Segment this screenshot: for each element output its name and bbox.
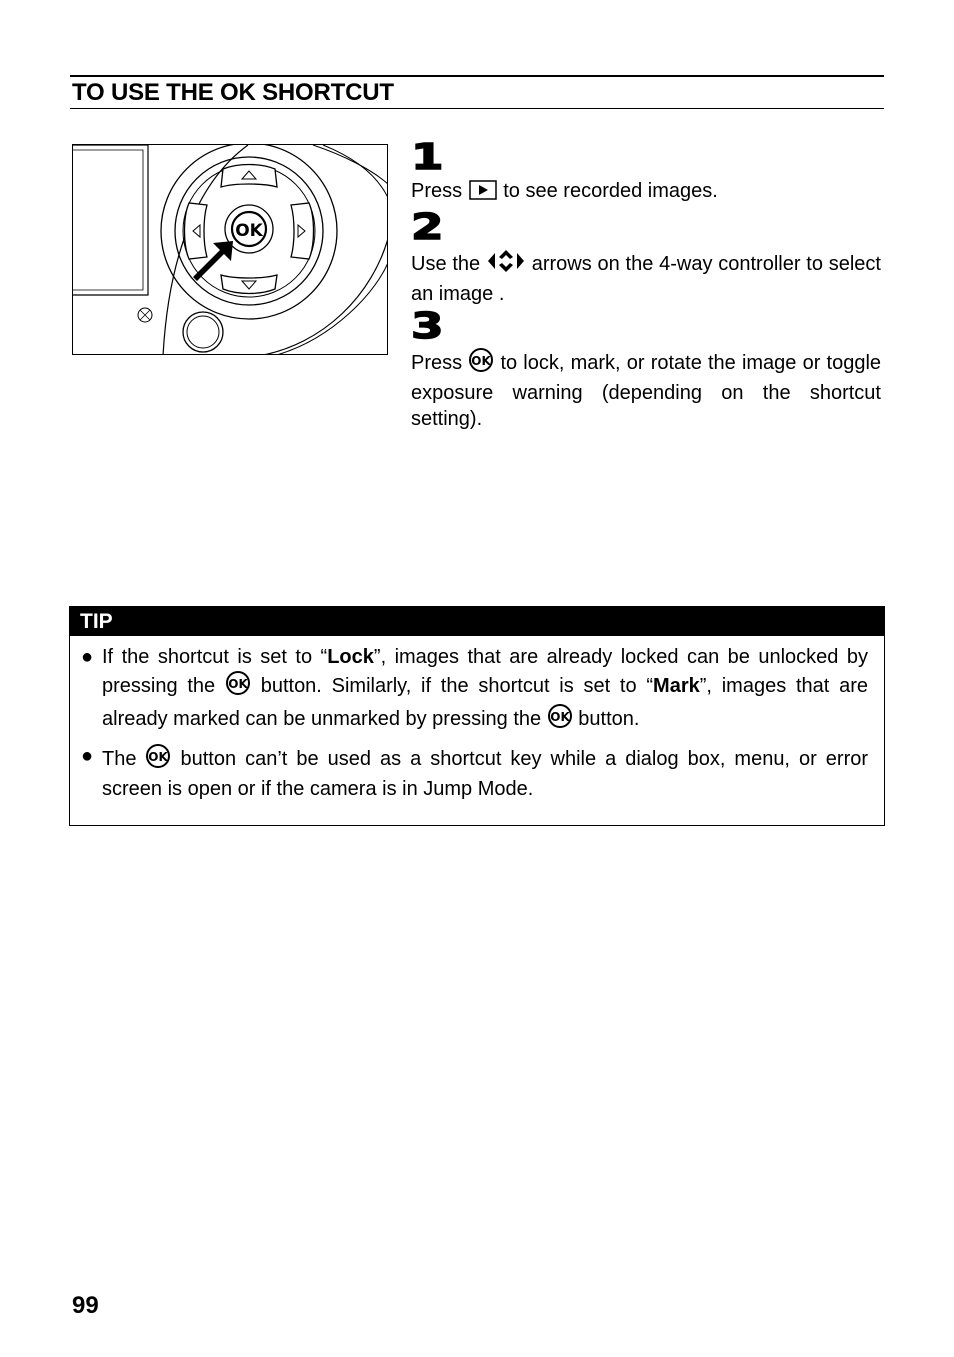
lock-term: Lock: [327, 646, 374, 668]
step-3: [411, 306, 882, 432]
step-number: 1: [411, 137, 444, 178]
camera-controller-illustration: [72, 144, 388, 355]
svg-text:OK: OK: [549, 710, 570, 724]
tip-header: TIP: [70, 607, 884, 636]
step-text: Use the arrows on the 4-way controller to select an image .: [411, 248, 881, 307]
svg-text:OK: OK: [228, 677, 248, 691]
step-2: [411, 207, 881, 307]
ok-label: OK: [235, 221, 263, 241]
play-button-icon: [468, 179, 498, 208]
svg-text:OK: OK: [148, 750, 169, 764]
svg-text:OK: OK: [471, 354, 492, 368]
step-number: 3: [411, 306, 444, 347]
tip-item-2: ● The OK button can’t be used as a shortcut key while a dialog box, menu, or error screen is open or if the camera is in Jump Mode.: [81, 745, 869, 800]
ok-button-icon: [225, 670, 251, 703]
tip-box: [69, 606, 885, 826]
step-text: Press OK to lock, mark, or rotate the image or toggle exposure warning (depending on the shortcut setting).: [411, 347, 881, 432]
section-title: TO USE THE OK SHORTCUT: [72, 79, 394, 106]
page-number: 99: [72, 1292, 99, 1319]
step-number: 2: [411, 207, 444, 248]
step-1: [411, 137, 881, 208]
tip-list: [70, 644, 884, 802]
ok-button-icon: [547, 703, 573, 736]
section-heading: [70, 75, 884, 109]
step-text: Press to see recorded images.: [411, 178, 881, 208]
left-right-up-down-arrows-icon: [486, 248, 526, 281]
steps-list: [411, 137, 882, 434]
tip-item-1: ● If the shortcut is set to “Lock”, images that are already locked can be unlocked by pressing the OK button. Similarly, if the shortcut is set to “Mark”, images that are already marked can be unmarked by pressing the OK button.: [70, 644, 884, 736]
bullet: ●: [81, 745, 94, 767]
ok-button-icon: [468, 347, 494, 380]
mark-term: Mark: [653, 675, 700, 697]
bullet: ●: [81, 646, 94, 668]
ok-button-icon: [145, 743, 171, 776]
